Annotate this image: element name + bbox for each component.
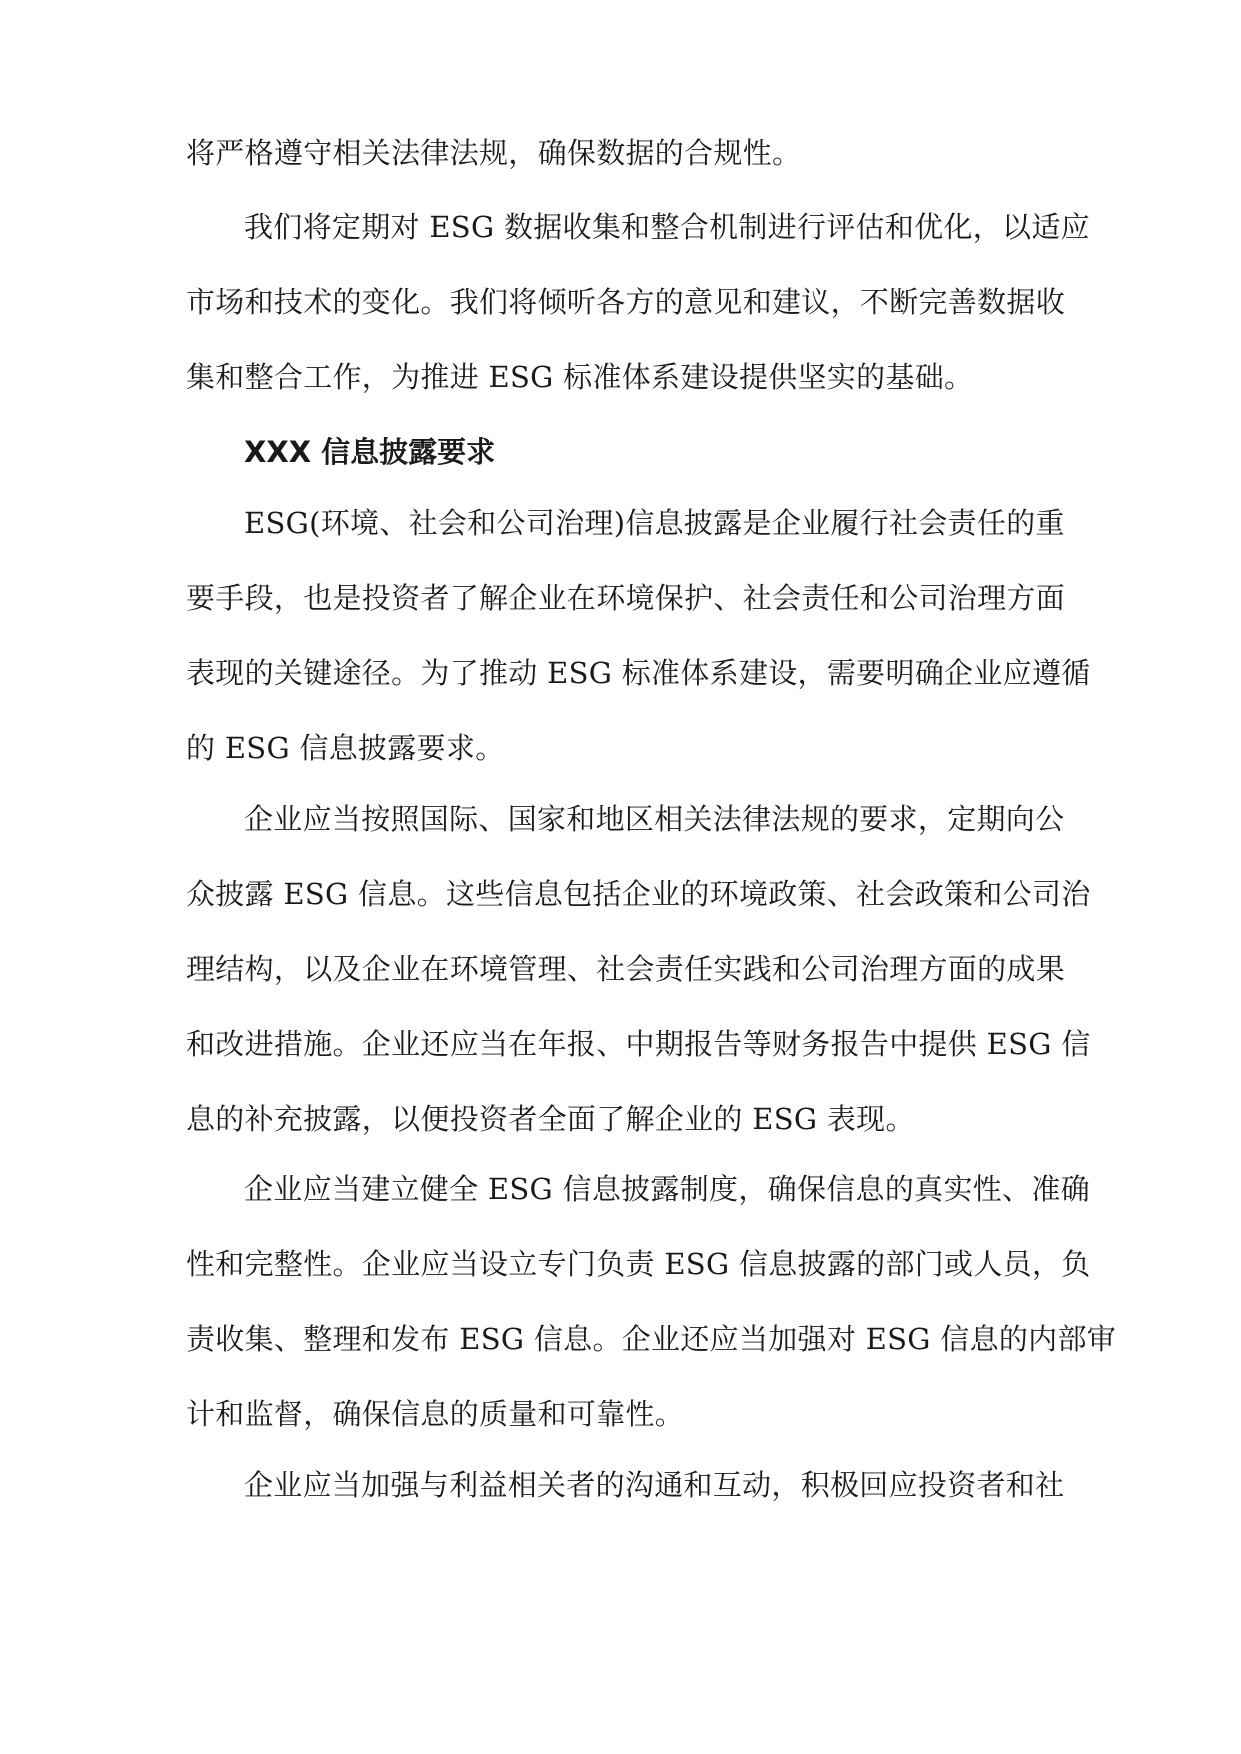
- paragraph-line: 责收集、整理和发布 ESG 信息。企业还应当加强对 ESG 信息的内部审: [186, 1322, 1117, 1356]
- paragraph-line: 将严格遵守相关法律法规，确保数据的合规性。: [186, 136, 802, 170]
- paragraph-line: 性和完整性。企业应当设立专门负责 ESG 信息披露的部门或人员，负: [186, 1247, 1091, 1281]
- paragraph-line: 企业应当建立健全 ESG 信息披露制度，确保信息的真实性、准确: [244, 1172, 1090, 1206]
- paragraph-line: 息的补充披露，以便投资者全面了解企业的 ESG 表现。: [186, 1102, 915, 1136]
- paragraph-5: [186, 1152, 1117, 1452]
- paragraph-line: 要手段，也是投资者了解企业在环境保护、社会责任和公司治理方面: [186, 581, 1066, 615]
- paragraph-3: [186, 486, 1091, 786]
- paragraph-line: 的 ESG 信息披露要求。: [186, 731, 505, 765]
- paragraph-2: [186, 190, 1090, 415]
- paragraph-line: 和改进措施。企业还应当在年报、中期报告等财务报告中提供 ESG 信: [186, 1027, 1091, 1061]
- paragraph-line: 集和整合工作，为推进 ESG 标准体系建设提供坚实的基础。: [186, 360, 974, 394]
- paragraph-line: 企业应当加强与利益相关者的沟通和互动，积极回应投资者和社: [244, 1468, 1065, 1502]
- paragraph-line: 企业应当按照国际、国家和地区相关法律法规的要求，定期向公: [244, 802, 1065, 836]
- paragraph-1: [186, 116, 1054, 191]
- paragraph-6: [186, 1448, 1065, 1523]
- paragraph-line: 理结构，以及企业在环境管理、社会责任实践和公司治理方面的成果: [186, 952, 1066, 986]
- paragraph-4: [186, 782, 1091, 1157]
- paragraph-line: ESG(环境、社会和公司治理)信息披露是企业履行社会责任的重: [244, 506, 1065, 540]
- paragraph-line: 众披露 ESG 信息。这些信息包括企业的环境政策、社会政策和公司治: [186, 877, 1091, 911]
- section-heading: XXX 信息披露要求: [244, 435, 496, 469]
- paragraph-line: 市场和技术的变化。我们将倾听各方的意见和建议，不断完善数据收: [186, 285, 1066, 319]
- paragraph-line: 我们将定期对 ESG 数据收集和整合机制进行评估和优化，以适应: [244, 210, 1090, 244]
- paragraph-line: 计和监督，确保信息的质量和可靠性。: [186, 1397, 685, 1431]
- paragraph-line: 表现的关键途径。为了推动 ESG 标准体系建设，需要明确企业应遵循: [186, 656, 1091, 690]
